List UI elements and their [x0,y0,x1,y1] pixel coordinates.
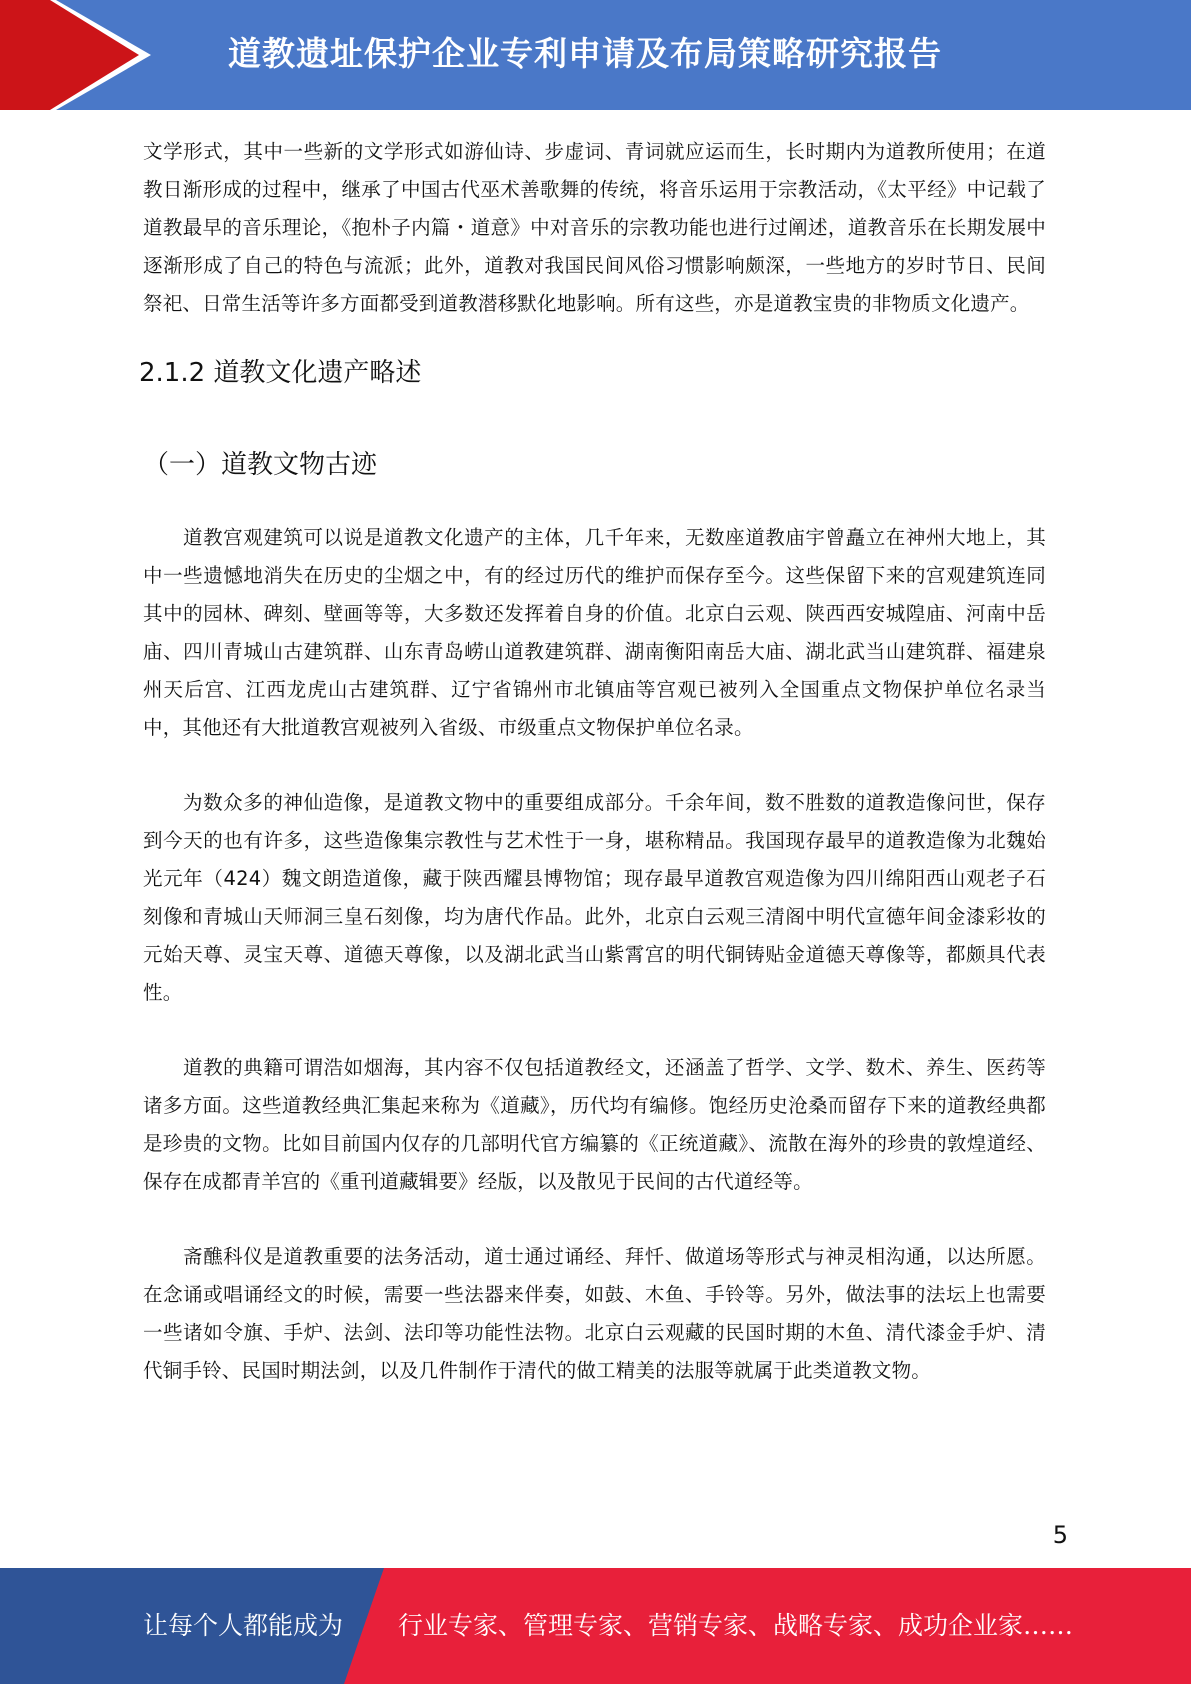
section-heading: 2.1.2 道教文化遗产略述 [139,358,422,388]
report-title: 道教遗址保护企业专利申请及布局策略研究报告 [228,34,942,73]
body-paragraph-scriptures: 道教的典籍可谓浩如烟海，其内容不仅包括道教经文，还涵盖了哲学、文学、数术、养生、医药等诸多方面。这些道教经典汇集起来称为《道藏》，历代均有编修。饱经历史沧桑而留存下来的道教经典都是珍贵的文物。比如目前国内仅存的几部明代官方编纂的《正统道藏》、流散在海外的珍贵的敦煌道经、保存在成都青羊宫的《重刊道藏辑要》经版，以及散见于民间的古代道经等。 [143,1056,1046,1193]
body-paragraph-temples: 道教宫观建筑可以说是道教文化遗产的主体，几千年来，无数座道教庙宇曾矗立在神州大地上，其中一些遗憾地消失在历史的尘烟之中，有的经过历代的维护而保存至今。这些保留下来的宫观建筑连同其中的园林、碑刻、壁画等等，大多数还发挥着自身的价值。北京白云观、陕西西安城隍庙、河南中岳庙、四川青城山古建筑群、山东青岛崂山道教建筑群、湖南衡阳南岳大庙、湖北武当山建筑群、福建泉州天后宫、江西龙虎山古建筑群、辽宁省锦州市北镇庙等宫观已被列入全国重点文物保护单位名录当中，其他还有大批道教宫观被列入省级、市级重点文物保护单位名录。 [143,526,1046,739]
page-content [139,133,1046,1390]
continued-paragraph: 文学形式，其中一些新的文学形式如游仙诗、步虚词、青词就应运而生，长时期内为道教所使用；在道教日渐形成的过程中，继承了中国古代巫术善歌舞的传统，将音乐运用于宗教活动，《太平经》中记载了道教最早的音乐理论，《抱朴子内篇・道意》中对音乐的宗教功能也进行过阐述，道教音乐在长期发展中逐渐形成了自己的特色与流派；此外，道教对我国民间风俗习惯影响颇深，一些地方的岁时节日、民间祭祀、日常生活等许多方面都受到道教潜移默化地影响。所有这些，亦是道教宝贵的非物质文化遗产。 [143,140,1046,315]
header-chevron-icon [0,0,160,110]
footer-slogan-left: 让每个人都能成为 [143,1611,344,1640]
footer-slogan-right: 行业专家、管理专家、营销专家、战略专家、成功企业家…… [398,1611,1074,1640]
subsection-heading: （一）道教文物古迹 [143,450,378,480]
page-footer [0,1568,1191,1684]
body-paragraph-rituals: 斋醮科仪是道教重要的法务活动，道士通过诵经、拜忏、做道场等形式与神灵相沟通，以达所愿。在念诵或唱诵经文的时候，需要一些法器来伴奏，如鼓、木鱼、手铃等。另外，做法事的法坛上也需要一些诸如令旗、手炉、法剑、法印等功能性法物。北京白云观藏的民国时期的木鱼、清代漆金手炉、清代铜手铃、民国时期法剑，以及几件制作于清代的做工精美的法服等就属于此类道教文物。 [143,1245,1046,1382]
page-number: 5 [1052,1521,1068,1549]
page-header [0,0,1191,110]
body-paragraph-statues: 为数众多的神仙造像，是道教文物中的重要组成部分。千余年间，数不胜数的道教造像问世，保存到今天的也有许多，这些造像集宗教性与艺术性于一身，堪称精品。我国现存最早的道教造像为北魏始光元年（424）魏文朗造道像，藏于陕西耀县博物馆；现存最早道教宫观造像为四川绵阳西山观老子石刻像和青城山天师洞三皇石刻像，均为唐代作品。此外，北京白云观三清阁中明代宣德年间金漆彩妆的元始天尊、灵宝天尊、道德天尊像，以及湖北武当山紫霄宫的明代铜铸贴金道德天尊像等，都颇具代表性。 [143,791,1046,1004]
